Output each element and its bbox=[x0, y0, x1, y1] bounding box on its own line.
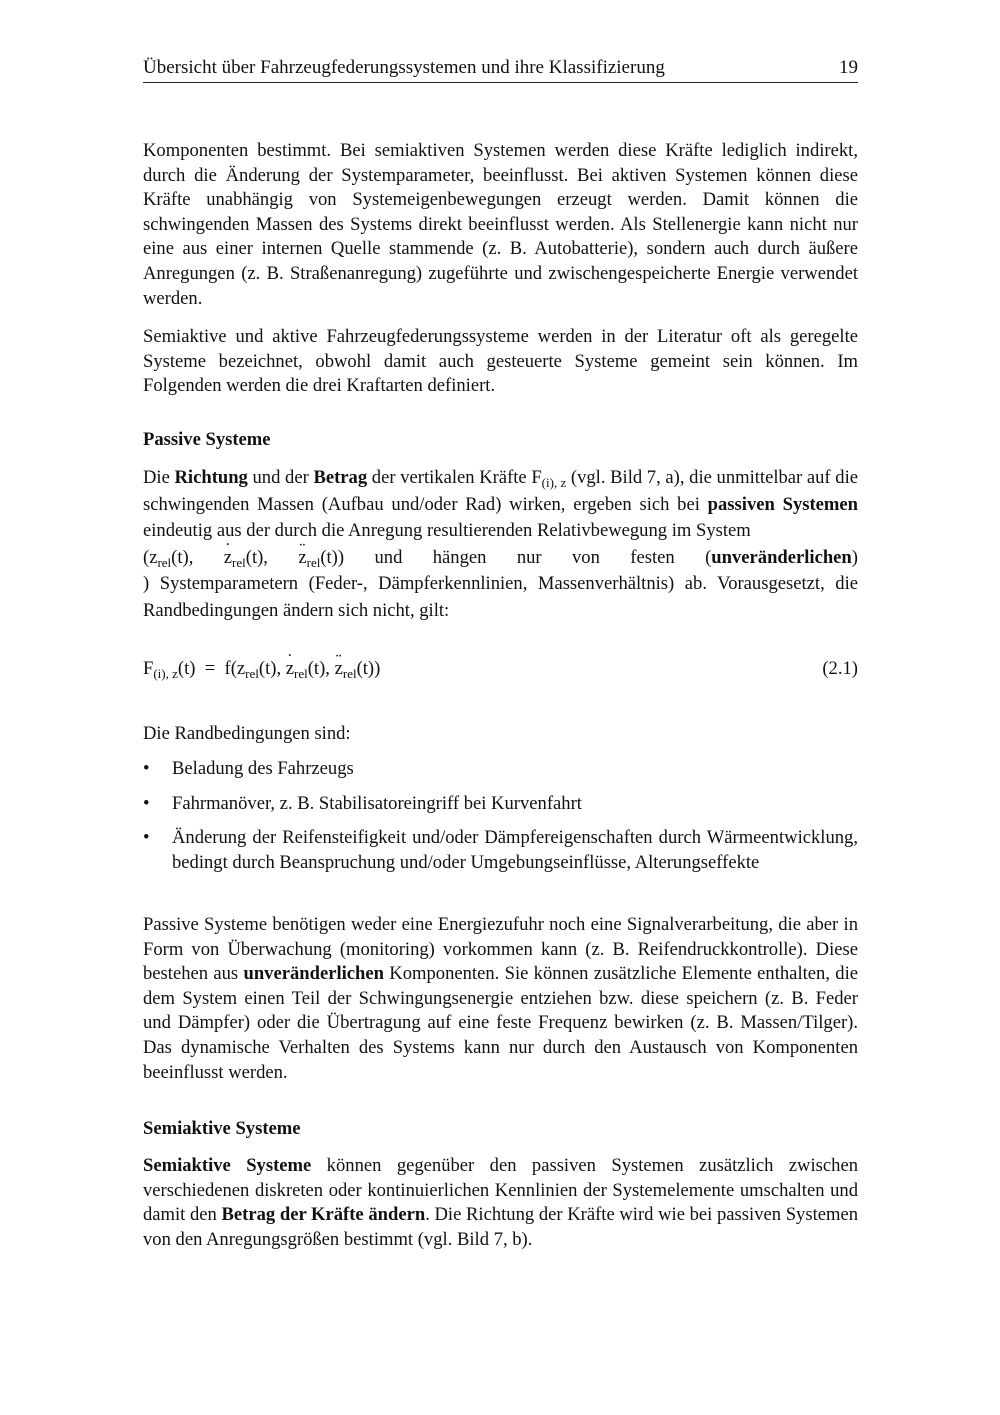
equation-number: (2.1) bbox=[822, 658, 858, 679]
passive-paragraph-2: Passive Systeme benötigen weder eine Energiezufuhr noch eine Signalverarbeitung, die aber in Form von Überwachung (monitoring) vorkommen kann (z. B. Reifendruckkontrolle). Diese bestehen aus unveränderlichen Komponenten. Sie können zusätzliche Elemente enthalten, die dem System einen Teil der Schwingungsenergie entziehen bzw. diese speichern (z. B. Feder und Dämpfer) oder die Übertragung auf eine feste Frequenz bewirken (z. B. Massen/Tilger). Das dynamische Verhalten des Systems kann nur durch den Austausch von Komponenten beeinflusst werden. bbox=[143, 914, 859, 1083]
page-number: 19 bbox=[839, 57, 858, 78]
header-title: Übersicht über Fahrzeugfederungssystemen und ihre Klassifizierung bbox=[143, 57, 665, 78]
intro-paragraph-2: Semiaktive und aktive Fahrzeugfederungssysteme werden in der Literatur oft als geregelte Systeme bezeichnet, obwohl damit auch gesteuerte Systeme gemeint sein können. Im Folgenden werden die drei Kraftarten definiert. bbox=[143, 326, 858, 397]
section-heading-passive: Passive Systeme bbox=[143, 429, 271, 450]
equation-2-1 bbox=[143, 657, 858, 687]
list-item: • Beladung des Fahrzeugs bbox=[143, 757, 858, 782]
semiactive-paragraph-1: Semiaktive Systeme können gegenüber den passiven Systemen zusätzlich zwischen verschiedenen diskreten oder kontinuierlichen Kennlinien der Systemelemente umschalten und damit den Betrag der Kräfte ändern. Die Richtung der Kräfte wird wie bei passiven Systemen von den Anregungsgrößen bestimmt (vgl. Bild 7, b). bbox=[143, 1155, 859, 1250]
list-item: • Fahrmanöver, z. B. Stabilisatoreingriff bei Kurvenfahrt bbox=[143, 792, 858, 817]
intro-paragraph-1: Komponenten bestimmt. Bei semiaktiven Systemen werden diese Kräfte lediglich indirekt, durch die Änderung der Systemparameter, beeinflusst. Bei aktiven Systemen können diese Kräfte unabhängig von Systemeigenbewegungen erzeugt werden. Damit können die schwingenden Massen des Systems direkt beeinflusst werden. Als Stellenergie kann nicht nur eine aus einer internen Quelle stammende (z. B. Autobatterie), sondern auch durch äußere Anregungen (z. B. Straßenanregung) zugeführte und zwischengespeicherte Energie verwendet werden. bbox=[143, 140, 858, 309]
list-item: • Änderung der Reifensteifigkeit und/oder Dämpfereigenschaften durch Wärmeentwicklung, bedingt durch Beanspruchung und/oder Umgebungseinflüsse, Alterungseffekte bbox=[143, 826, 858, 875]
conditions-intro: Die Randbedingungen sind: bbox=[143, 723, 351, 744]
equation-body: $F_{(i), z}(t) = f(z_{rel}(t)$, ˙ $z_{rel}(t)$, ¨ $z_{rel}(t)$) bbox=[143, 657, 380, 682]
motion-variables-line: ($z_{rel}(t)$, ˙ $z_{rel}(t)$, ¨ $z_{rel}(t)$) und hängen nur von festen (unveränderlichen) bbox=[143, 545, 858, 572]
passive-paragraph-1: Die Richtung und der Betrag der vertikalen Kräfte $F_{(i), z}$ (vgl. Bild 7, a), die unmittelbar auf die schwingenden Massen (Aufbau und/oder Rad) wirken, ergeben sich bei passiven Systemen eindeutig aus der durch die Anregung resultierenden Relativbewegung im System ($z_{rel}(t)$, ˙ $z_{rel}(t)$, ¨ $z_{rel}(t)$) und hängen nur von festen (unveränderlichen) ) Systemparametern (Feder-, Dämpferkennlinien, Massenverhältnis) ab. Vorausgesetzt, die Randbedingungen ändern sich nicht, gilt: bbox=[143, 465, 858, 624]
header-rule bbox=[143, 82, 858, 83]
conditions-list bbox=[143, 757, 858, 875]
section-heading-semiactive: Semiaktive Systeme bbox=[143, 1118, 301, 1139]
